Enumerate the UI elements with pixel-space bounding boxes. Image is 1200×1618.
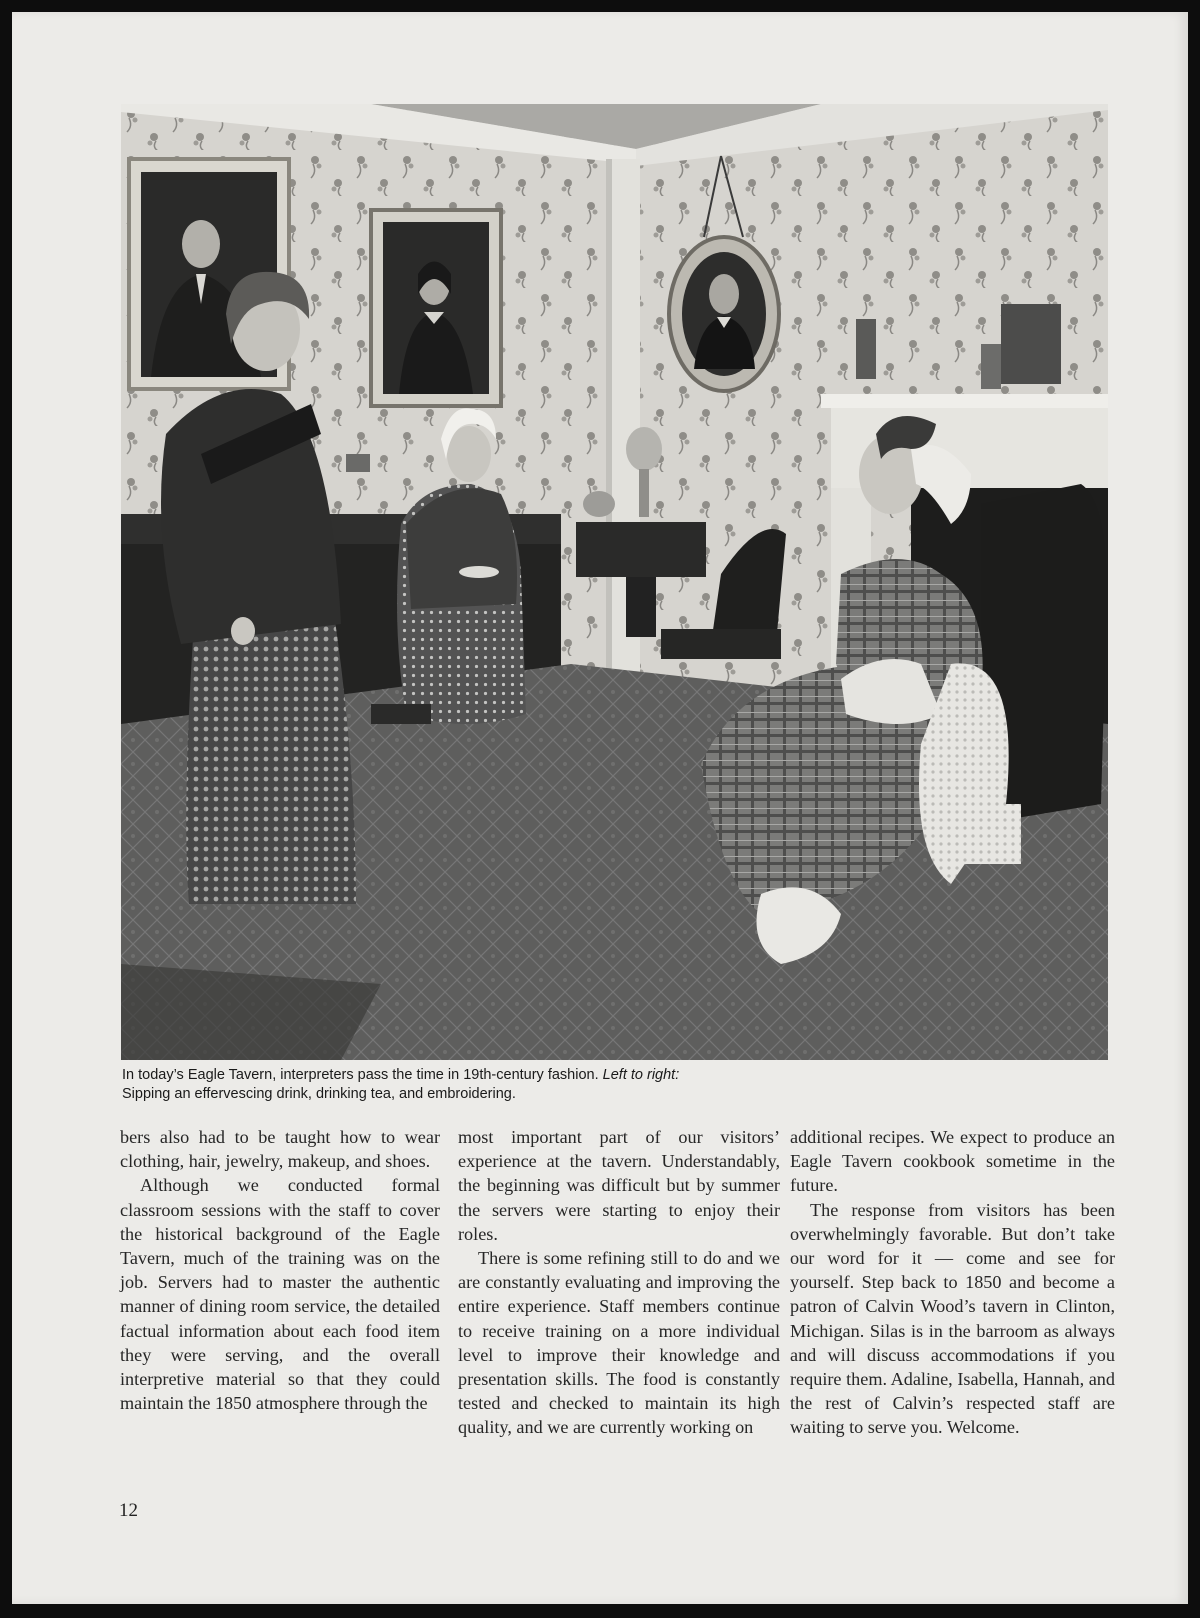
photograph-icon bbox=[121, 104, 1108, 1060]
page-number: 12 bbox=[119, 1500, 138, 1521]
paragraph: The response from visitors has been overwhelmingly favorable. But don’t take our word for it — come and see for yourself. Step back to 1850 and become a patron of Calvin Wood’s tavern in Clinton, Michigan. Silas is in the barroom as always and will discuss accommodations if you require them. Adaline, Isabella, Hannah, and the rest of Calvin’s respected staff are waiting to serve you. Welcome. bbox=[790, 1199, 1115, 1438]
paragraph: most important part of our visitors’ experience at the tavern. Understandably, the beginning was difficult but by summer the servers were starting to enjoy their roles. bbox=[458, 1127, 780, 1244]
paragraph: Although we conducted formal classroom sessions with the staff to cover the historical background of the Eagle Tavern, much of the training was on the job. Servers had to master the authentic manner of dining room service, the detailed factual information about each food item they were serving, and the overall interpretive material so that they could maintain the 1850 atmosphere through the bbox=[120, 1175, 440, 1414]
text-column-1 bbox=[120, 1125, 440, 1415]
caption-main: In today’s Eagle Tavern, interpreters pass the time in 19th-century fashion. bbox=[122, 1067, 603, 1083]
caption-rest: Sipping an effervescing drink, drinking tea, and embroidering. bbox=[122, 1086, 516, 1102]
paragraph: There is some refining still to do and we are constantly evaluating and improving the entire experience. Staff members continue to receive training on a more individual level to improve their knowledge and presentation skills. The food is constantly tested and checked to maintain its high quality, and we are currently working on bbox=[458, 1248, 780, 1438]
text-column-3 bbox=[790, 1125, 1115, 1440]
caption-italic: Left to right: bbox=[602, 1067, 680, 1083]
paragraph: additional recipes. We expect to produce an Eagle Tavern cookbook sometime in the future. bbox=[790, 1127, 1115, 1196]
tavern-photograph bbox=[121, 104, 1108, 1060]
photo-caption bbox=[122, 1066, 882, 1104]
paragraph: bers also had to be taught how to wear clothing, hair, jewelry, makeup, and shoes. bbox=[120, 1127, 440, 1172]
text-column-2 bbox=[458, 1125, 780, 1440]
